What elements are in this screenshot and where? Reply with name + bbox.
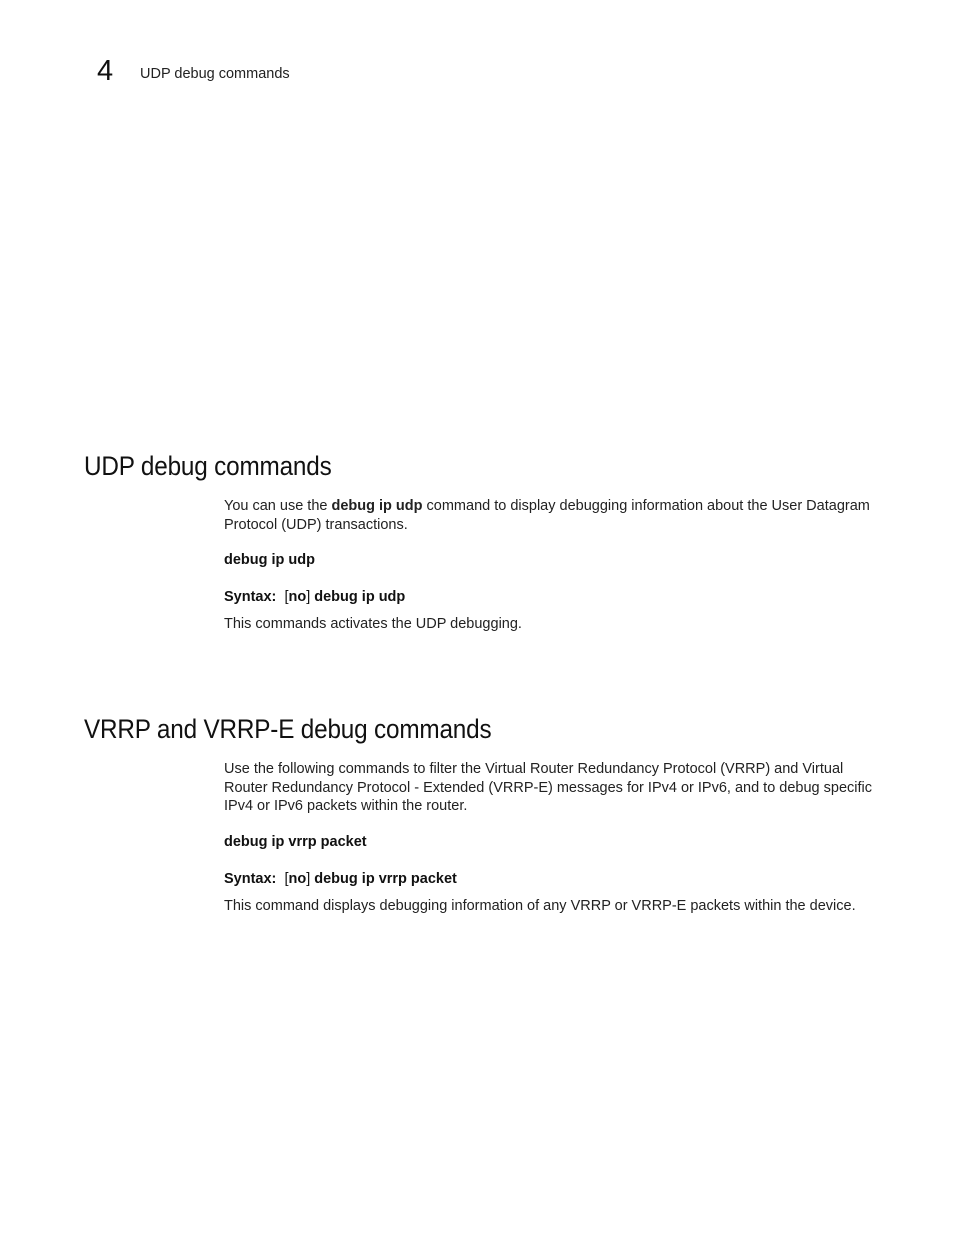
udp-syntax-label: Syntax: — [224, 589, 277, 605]
vrrp-description: This command displays debugging information of any VRRP or VRRP-E packets within the device. — [224, 898, 856, 914]
udp-intro-command: debug ip udp — [331, 498, 423, 514]
vrrp-syntax-close-bracket: ] — [306, 871, 311, 887]
udp-section-title: UDP debug commands — [84, 451, 332, 481]
udp-intro-text-after: command to display debugging information about the User Datagram Protocol (UDP) transactions. — [224, 498, 870, 533]
vrrp-syntax-command: debug ip vrrp packet — [314, 871, 457, 887]
udp-command: debug ip udp — [224, 552, 316, 568]
vrrp-section-title: VRRP and VRRP-E debug commands — [84, 714, 492, 744]
running-header-title: UDP debug commands — [140, 66, 290, 82]
vrrp-intro-paragraph: Use the following commands to filter the Virtual Router Redundancy Protocol (VRRP) and Virtual Router Redundancy Protocol - Extended (VRRP-E) messages for IPv4 or IPv6, and to debug specific IPv4 or IPv6 packets within the router. — [224, 761, 872, 814]
vrrp-syntax-line — [224, 870, 457, 888]
vrrp-syntax-label: Syntax: — [224, 871, 277, 887]
udp-syntax-open-bracket: [ — [284, 589, 289, 605]
udp-syntax-close-bracket: ] — [306, 589, 311, 605]
udp-intro-paragraph — [224, 497, 874, 534]
udp-syntax-command: debug ip udp — [314, 589, 406, 605]
udp-syntax-line — [224, 588, 405, 606]
vrrp-syntax-open-bracket: [ — [284, 871, 289, 887]
vrrp-command: debug ip vrrp packet — [224, 834, 367, 850]
vrrp-syntax-no-keyword: no — [288, 871, 307, 887]
udp-syntax-no-keyword: no — [288, 589, 307, 605]
udp-description: This commands activates the UDP debugging. — [224, 616, 522, 632]
chapter-number: 4 — [97, 55, 114, 87]
udp-intro-text-before: You can use the — [224, 498, 332, 514]
